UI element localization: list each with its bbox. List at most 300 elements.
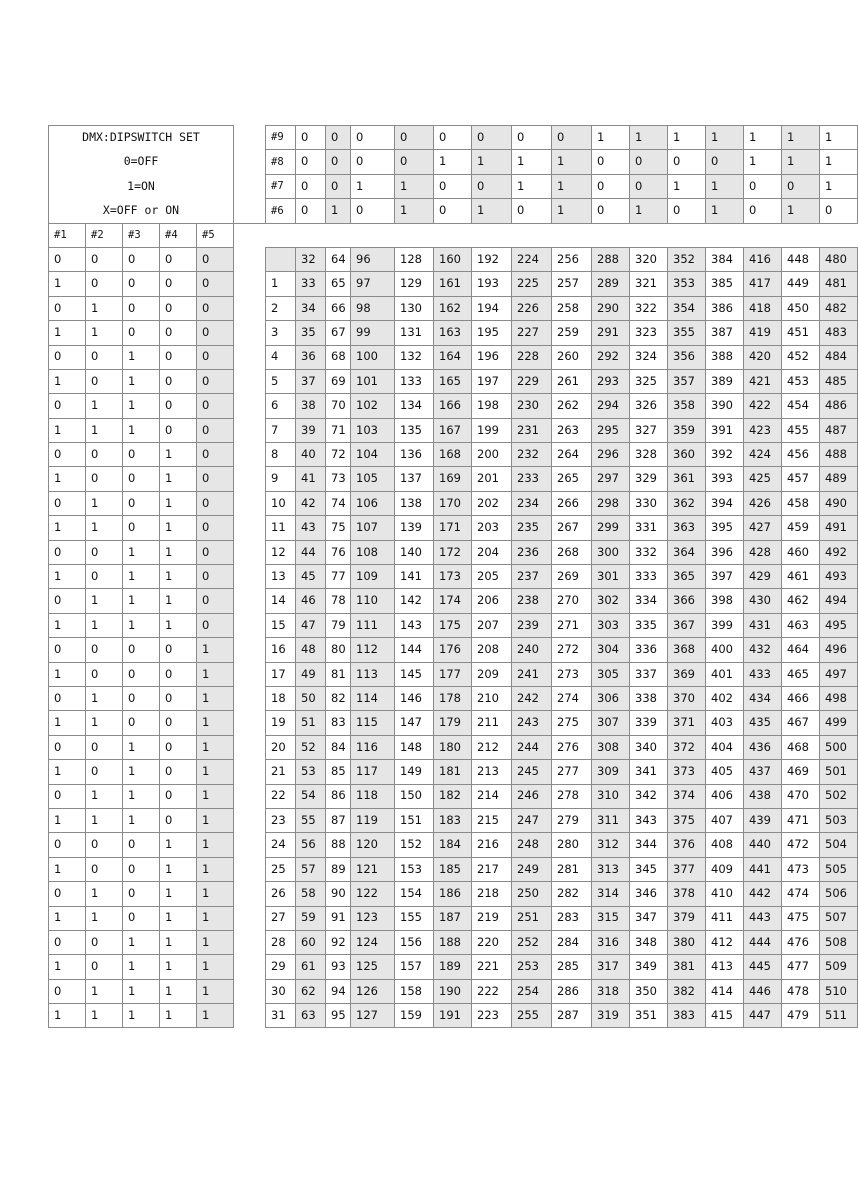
address-value: 364 <box>668 540 706 564</box>
address-value: 324 <box>630 345 668 369</box>
low-switch-value: 0 <box>123 467 160 491</box>
address-value: 500 <box>820 735 858 759</box>
switch-value: 1 <box>395 174 434 198</box>
address-value: 95 <box>326 1004 351 1028</box>
address-value: 367 <box>668 613 706 637</box>
low-switch-value: 0 <box>197 394 234 418</box>
address-value: 316 <box>592 930 630 954</box>
address-value: 362 <box>668 491 706 515</box>
low-switch-value: 0 <box>49 930 86 954</box>
base-address: 10 <box>266 491 296 515</box>
address-value: 446 <box>744 979 782 1003</box>
table-row <box>49 955 858 979</box>
address-value: 237 <box>512 565 552 589</box>
base-address: 4 <box>266 345 296 369</box>
low-switch-value: 1 <box>49 857 86 881</box>
address-value: 438 <box>744 784 782 808</box>
address-value: 403 <box>706 711 744 735</box>
switch-value: 0 <box>326 150 351 174</box>
switch-header: #1 <box>49 223 86 247</box>
address-value: 239 <box>512 613 552 637</box>
address-value: 502 <box>820 784 858 808</box>
address-value: 196 <box>472 345 512 369</box>
address-value: 369 <box>668 662 706 686</box>
low-switch-value: 1 <box>160 565 197 589</box>
table-row <box>49 247 858 271</box>
address-value: 335 <box>630 613 668 637</box>
address-value: 208 <box>472 638 512 662</box>
header-spacer <box>234 223 858 247</box>
table-row <box>49 296 858 320</box>
high-switch-row <box>49 199 858 223</box>
address-value: 218 <box>472 882 512 906</box>
address-value: 455 <box>782 418 820 442</box>
address-value: 303 <box>592 613 630 637</box>
address-value: 222 <box>472 979 512 1003</box>
low-switch-value: 0 <box>160 638 197 662</box>
table-row <box>49 467 858 491</box>
address-value: 251 <box>512 906 552 930</box>
switch-value: 0 <box>395 126 434 150</box>
low-switch-value: 1 <box>49 808 86 832</box>
switch-value: 0 <box>744 199 782 223</box>
spacer-cell <box>234 247 266 271</box>
address-value: 50 <box>296 686 326 710</box>
address-value: 415 <box>706 1004 744 1028</box>
address-value: 79 <box>326 613 351 637</box>
address-value: 390 <box>706 394 744 418</box>
address-value: 311 <box>592 808 630 832</box>
address-value: 45 <box>296 565 326 589</box>
spacer-cell <box>234 150 266 174</box>
address-value: 412 <box>706 930 744 954</box>
address-value: 52 <box>296 735 326 759</box>
low-switch-value: 0 <box>197 589 234 613</box>
address-value: 127 <box>351 1004 395 1028</box>
legend-off: 0=OFF <box>49 150 234 174</box>
low-switch-value: 0 <box>160 394 197 418</box>
address-value: 406 <box>706 784 744 808</box>
switch-value: 1 <box>630 126 668 150</box>
address-value: 66 <box>326 296 351 320</box>
table-row <box>49 906 858 930</box>
switch-label: #9 <box>266 126 296 150</box>
address-value: 185 <box>434 857 472 881</box>
address-value: 98 <box>351 296 395 320</box>
address-value: 149 <box>395 760 434 784</box>
address-value: 465 <box>782 662 820 686</box>
switch-value: 0 <box>296 150 326 174</box>
low-switch-value: 1 <box>197 955 234 979</box>
address-value: 90 <box>326 882 351 906</box>
address-value: 292 <box>592 345 630 369</box>
low-switch-value: 0 <box>49 686 86 710</box>
address-value: 39 <box>296 418 326 442</box>
address-value: 318 <box>592 979 630 1003</box>
address-value: 143 <box>395 613 434 637</box>
low-switch-value: 0 <box>160 418 197 442</box>
address-value: 148 <box>395 735 434 759</box>
address-value: 439 <box>744 808 782 832</box>
address-value: 224 <box>512 247 552 271</box>
address-value: 242 <box>512 686 552 710</box>
base-address: 22 <box>266 784 296 808</box>
low-switch-value: 0 <box>160 760 197 784</box>
address-value: 300 <box>592 540 630 564</box>
address-value: 501 <box>820 760 858 784</box>
address-value: 498 <box>820 686 858 710</box>
address-value: 85 <box>326 760 351 784</box>
address-value: 151 <box>395 808 434 832</box>
switch-value: 1 <box>472 199 512 223</box>
address-value: 46 <box>296 589 326 613</box>
address-value: 359 <box>668 418 706 442</box>
address-value: 171 <box>434 516 472 540</box>
address-value: 177 <box>434 662 472 686</box>
address-value: 231 <box>512 418 552 442</box>
address-value: 447 <box>744 1004 782 1028</box>
address-value: 123 <box>351 906 395 930</box>
address-value: 97 <box>351 272 395 296</box>
address-value: 252 <box>512 930 552 954</box>
address-value: 138 <box>395 491 434 515</box>
address-value: 65 <box>326 272 351 296</box>
address-value: 307 <box>592 711 630 735</box>
address-value: 376 <box>668 833 706 857</box>
address-value: 155 <box>395 906 434 930</box>
low-switch-value: 0 <box>49 443 86 467</box>
address-value: 347 <box>630 906 668 930</box>
address-value: 401 <box>706 662 744 686</box>
address-value: 269 <box>552 565 592 589</box>
address-value: 345 <box>630 857 668 881</box>
low-switch-value: 0 <box>197 296 234 320</box>
address-value: 193 <box>472 272 512 296</box>
address-value: 89 <box>326 857 351 881</box>
address-value: 409 <box>706 857 744 881</box>
address-value: 228 <box>512 345 552 369</box>
low-switch-value: 0 <box>160 272 197 296</box>
address-value: 358 <box>668 394 706 418</box>
address-value: 286 <box>552 979 592 1003</box>
low-switch-value: 0 <box>123 662 160 686</box>
low-switch-value: 1 <box>123 345 160 369</box>
switch-value: 0 <box>395 150 434 174</box>
switch-value: 0 <box>782 174 820 198</box>
address-value: 102 <box>351 394 395 418</box>
address-value: 243 <box>512 711 552 735</box>
low-switch-header-row <box>49 223 858 247</box>
low-switch-value: 1 <box>160 491 197 515</box>
low-switch-value: 0 <box>197 272 234 296</box>
address-value: 394 <box>706 491 744 515</box>
address-value: 297 <box>592 467 630 491</box>
address-value: 420 <box>744 345 782 369</box>
low-switch-value: 1 <box>123 589 160 613</box>
low-switch-value: 1 <box>197 833 234 857</box>
address-value: 355 <box>668 321 706 345</box>
address-value: 457 <box>782 467 820 491</box>
address-value: 305 <box>592 662 630 686</box>
low-switch-value: 1 <box>197 784 234 808</box>
address-value: 262 <box>552 394 592 418</box>
address-value: 479 <box>782 1004 820 1028</box>
low-switch-value: 1 <box>160 906 197 930</box>
address-value: 441 <box>744 857 782 881</box>
address-value: 379 <box>668 906 706 930</box>
low-switch-value: 0 <box>160 735 197 759</box>
address-value: 133 <box>395 369 434 393</box>
address-value: 75 <box>326 516 351 540</box>
switch-value: 1 <box>552 199 592 223</box>
address-value: 120 <box>351 833 395 857</box>
address-value: 255 <box>512 1004 552 1028</box>
low-switch-value: 1 <box>49 369 86 393</box>
low-switch-value: 0 <box>123 516 160 540</box>
switch-value: 1 <box>552 150 592 174</box>
address-value: 426 <box>744 491 782 515</box>
address-value: 154 <box>395 882 434 906</box>
address-value: 84 <box>326 735 351 759</box>
low-switch-value: 0 <box>197 540 234 564</box>
base-address: 16 <box>266 638 296 662</box>
low-switch-value: 0 <box>49 540 86 564</box>
low-switch-value: 1 <box>197 930 234 954</box>
low-switch-value: 1 <box>86 321 123 345</box>
address-value: 71 <box>326 418 351 442</box>
switch-value: 0 <box>592 199 630 223</box>
address-value: 111 <box>351 613 395 637</box>
switch-header: #3 <box>123 223 160 247</box>
low-switch-value: 0 <box>86 443 123 467</box>
address-value: 309 <box>592 760 630 784</box>
switch-value: 0 <box>592 174 630 198</box>
low-switch-value: 1 <box>197 686 234 710</box>
dipswitch-sheet <box>48 125 847 1022</box>
address-value: 166 <box>434 394 472 418</box>
low-switch-value: 1 <box>86 979 123 1003</box>
low-switch-value: 0 <box>123 296 160 320</box>
address-value: 356 <box>668 345 706 369</box>
low-switch-value: 1 <box>86 589 123 613</box>
address-value: 74 <box>326 491 351 515</box>
address-value: 132 <box>395 345 434 369</box>
address-value: 202 <box>472 491 512 515</box>
address-value: 474 <box>782 882 820 906</box>
table-row <box>49 979 858 1003</box>
low-switch-value: 0 <box>49 394 86 418</box>
address-value: 389 <box>706 369 744 393</box>
low-switch-value: 1 <box>123 565 160 589</box>
address-value: 348 <box>630 930 668 954</box>
address-value: 371 <box>668 711 706 735</box>
spacer-cell <box>234 369 266 393</box>
table-row <box>49 638 858 662</box>
address-value: 278 <box>552 784 592 808</box>
spacer-cell <box>234 955 266 979</box>
low-switch-value: 1 <box>86 906 123 930</box>
switch-value: 1 <box>782 199 820 223</box>
address-value: 425 <box>744 467 782 491</box>
switch-value: 0 <box>512 126 552 150</box>
address-value: 109 <box>351 565 395 589</box>
base-address: 8 <box>266 443 296 467</box>
address-value: 463 <box>782 613 820 637</box>
address-value: 489 <box>820 467 858 491</box>
address-value: 173 <box>434 565 472 589</box>
switch-header: #5 <box>197 223 234 247</box>
address-value: 169 <box>434 467 472 491</box>
spacer-cell <box>234 613 266 637</box>
low-switch-value: 0 <box>160 345 197 369</box>
address-value: 54 <box>296 784 326 808</box>
switch-value: 0 <box>434 199 472 223</box>
table-row <box>49 857 858 881</box>
address-value: 157 <box>395 955 434 979</box>
spacer-cell <box>234 1004 266 1028</box>
address-value: 281 <box>552 857 592 881</box>
low-switch-value: 0 <box>197 491 234 515</box>
address-value: 327 <box>630 418 668 442</box>
address-value: 125 <box>351 955 395 979</box>
switch-label: #6 <box>266 199 296 223</box>
address-value: 302 <box>592 589 630 613</box>
address-value: 452 <box>782 345 820 369</box>
low-switch-value: 0 <box>49 882 86 906</box>
address-value: 216 <box>472 833 512 857</box>
address-value: 153 <box>395 857 434 881</box>
low-switch-value: 0 <box>123 686 160 710</box>
low-switch-value: 0 <box>86 638 123 662</box>
low-switch-value: 0 <box>197 418 234 442</box>
address-value: 490 <box>820 491 858 515</box>
address-value: 199 <box>472 418 512 442</box>
switch-value: 1 <box>820 150 858 174</box>
address-value: 144 <box>395 638 434 662</box>
address-value: 485 <box>820 369 858 393</box>
address-value: 296 <box>592 443 630 467</box>
address-value: 331 <box>630 516 668 540</box>
address-value: 380 <box>668 930 706 954</box>
address-value: 450 <box>782 296 820 320</box>
base-address: 9 <box>266 467 296 491</box>
address-value: 336 <box>630 638 668 662</box>
switch-value: 1 <box>512 174 552 198</box>
table-row <box>49 760 858 784</box>
address-value: 67 <box>326 321 351 345</box>
low-switch-value: 0 <box>86 565 123 589</box>
address-value: 306 <box>592 686 630 710</box>
switch-value: 0 <box>351 199 395 223</box>
address-value: 234 <box>512 491 552 515</box>
address-value: 87 <box>326 808 351 832</box>
low-switch-value: 1 <box>123 979 160 1003</box>
legend-title: DMX:DIPSWITCH SET <box>49 126 234 150</box>
address-value: 129 <box>395 272 434 296</box>
switch-value: 1 <box>351 174 395 198</box>
address-value: 200 <box>472 443 512 467</box>
low-switch-value: 0 <box>160 784 197 808</box>
base-address: 1 <box>266 272 296 296</box>
table-row <box>49 735 858 759</box>
address-value: 176 <box>434 638 472 662</box>
address-value: 168 <box>434 443 472 467</box>
address-value: 235 <box>512 516 552 540</box>
address-value: 310 <box>592 784 630 808</box>
address-value: 430 <box>744 589 782 613</box>
low-switch-value: 1 <box>160 516 197 540</box>
low-switch-value: 1 <box>49 711 86 735</box>
address-value: 247 <box>512 808 552 832</box>
address-value: 444 <box>744 930 782 954</box>
spacer-cell <box>234 662 266 686</box>
address-value: 417 <box>744 272 782 296</box>
address-value: 206 <box>472 589 512 613</box>
address-value: 386 <box>706 296 744 320</box>
address-value: 496 <box>820 638 858 662</box>
address-value: 142 <box>395 589 434 613</box>
low-switch-value: 1 <box>86 516 123 540</box>
address-value: 294 <box>592 394 630 418</box>
low-switch-value: 0 <box>86 857 123 881</box>
address-value: 207 <box>472 613 512 637</box>
switch-value: 1 <box>782 126 820 150</box>
base-address: 15 <box>266 613 296 637</box>
address-value: 47 <box>296 613 326 637</box>
base-address: 6 <box>266 394 296 418</box>
address-value: 434 <box>744 686 782 710</box>
address-value: 55 <box>296 808 326 832</box>
address-value: 145 <box>395 662 434 686</box>
address-value: 162 <box>434 296 472 320</box>
address-value: 167 <box>434 418 472 442</box>
address-value: 321 <box>630 272 668 296</box>
switch-value: 1 <box>512 150 552 174</box>
base-address: 18 <box>266 686 296 710</box>
address-value: 421 <box>744 369 782 393</box>
spacer-cell <box>234 784 266 808</box>
address-value: 86 <box>326 784 351 808</box>
address-value: 301 <box>592 565 630 589</box>
low-switch-value: 0 <box>49 247 86 271</box>
address-value: 427 <box>744 516 782 540</box>
address-value: 320 <box>630 247 668 271</box>
address-value: 492 <box>820 540 858 564</box>
switch-value: 0 <box>351 150 395 174</box>
address-value: 187 <box>434 906 472 930</box>
low-switch-value: 1 <box>197 808 234 832</box>
address-value: 315 <box>592 906 630 930</box>
low-switch-value: 1 <box>160 955 197 979</box>
table-row <box>49 321 858 345</box>
address-value: 282 <box>552 882 592 906</box>
address-value: 432 <box>744 638 782 662</box>
low-switch-value: 1 <box>86 784 123 808</box>
address-value: 219 <box>472 906 512 930</box>
address-value: 385 <box>706 272 744 296</box>
low-switch-value: 0 <box>86 247 123 271</box>
address-value: 236 <box>512 540 552 564</box>
address-value: 352 <box>668 247 706 271</box>
low-switch-value: 1 <box>160 882 197 906</box>
low-switch-value: 0 <box>123 491 160 515</box>
address-value: 407 <box>706 808 744 832</box>
address-value: 69 <box>326 369 351 393</box>
address-value: 195 <box>472 321 512 345</box>
address-value: 422 <box>744 394 782 418</box>
address-value: 41 <box>296 467 326 491</box>
address-value: 274 <box>552 686 592 710</box>
